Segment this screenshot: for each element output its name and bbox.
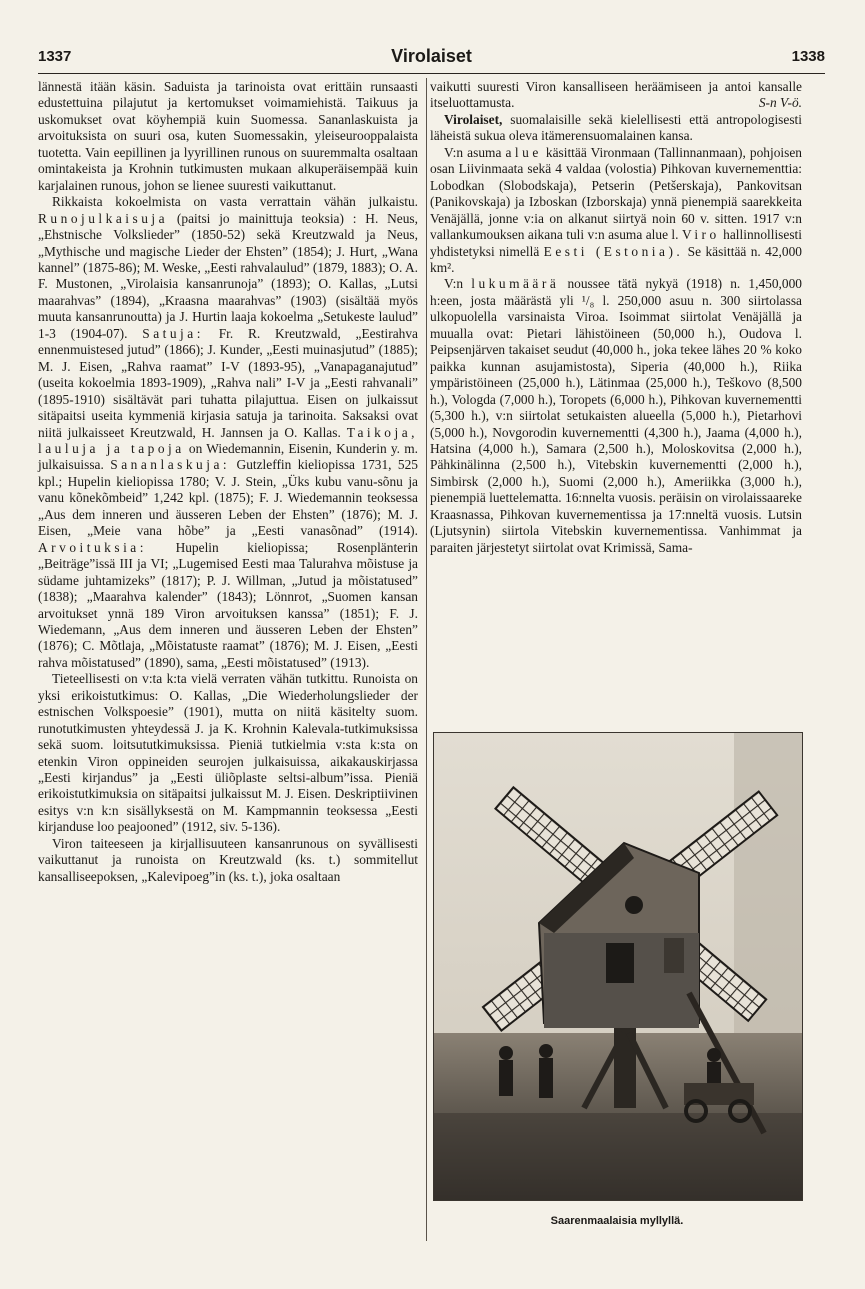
paragraph-folklore-overview: lännestä itään käsin. Saduista ja tarinoista ovat erittäin runsaasti edustettuina pilajutut ja kertomukset voimamiehistä. Taikuus ja uskomukset ovat köyhempiä kuin Suomessa. Sananlaskuista ja arvoituksista on suuri osa, kuten Suomessakin, yleiseurooppalaista tuotetta. Vain eepillinen ja lyyrillinen runous on suuremmalta osaltaan omintakeista ja Krohnin tutkimusten mukaan alkuperäisempää kuin karjalainen runous, johon se lienee suuresti vaikuttanut. (38, 79, 418, 193)
spaced-term-lukumaara: lukumäärä (471, 276, 560, 292)
text-run: vaikutti suuresti Viron kansalliseen heräämiseen ja antoi kansalle itseluottamusta. (430, 79, 802, 111)
right-column (430, 79, 802, 556)
paragraph-population (430, 276, 802, 556)
text-run: on Wiedemannin, Eisenin, Kunderin y. m. julkaisuissa. (38, 440, 418, 473)
spaced-term-arvoituksia: Arvoituksia: (38, 539, 147, 555)
windmill-illustration (434, 733, 802, 1200)
paragraph-continuation (430, 79, 802, 112)
left-column (38, 79, 418, 885)
paragraph-area (430, 145, 802, 277)
text-run: Hupelin kieliopissa; Rosenplänterin „Beiträge”issä III ja VI; „Lugemised Eesti maa Talurahva mõistuse ja südame juhtamizeks” (1817); P. J. Willman, „Jutud ja mõistatused” (1838); „Maarahva kalender” (1843); Lönnrot, „Suomen kansan arvoitukset ynnä 189 Viron arvoituksen kanssa” (1851); F. J. Wiedemann, „Aus dem inneren und äusseren Leben der Ehsten” (1876); C. Mõtlaja, „Mõistatuste raamat” (1876); M. J. Eisen, „Eesti rahva mõistatused” (1890), sama, „Eesti mõistatused” (1913). (38, 539, 418, 670)
spaced-term-eesti: Eesti (Estonia). (543, 243, 684, 259)
column-divider (426, 78, 427, 1241)
page-header (38, 48, 825, 70)
text-run: (paitsi jo mainittuja teoksia) : H. Neus, „Ehstnische Volkslieder” (1850-52) sekä Kreutzwald ja Neus, „Mythische und magische Lieder der Ehsten” (1854); J. Hurt, „Wana kannel” (1875-86); M. Weske, „Eesti rahvalaulud” (1879, 1883); O. A. F. Mustonen, „Virolaisia kansanrunoja” (1893); O. Kallas, „Lutsi maarahvas” (1894), „Kraasna maarahvas” (1903) (sisältää myös muuta kansanrunoutta) ja J. Hurtin laaja kokoelma „Setukeste laulud” 1-3 (1904-07). (38, 210, 418, 341)
entry-virolaiset (430, 112, 802, 145)
text-run: Gutzleffin kieliopissa 1731, 525 kpl.; Hupelin kieliopissa 1780; V. J. Stein, „Üks kubu vanu-sõnu ja vanu kõnekõmbeid” 1,242 kpl. (1875); F. J. Wiedemannin teoksessa „Aus dem inneren und äusseren Leben der Ehsten” (1876); M. J. Eisen, „Meie vana hõbe” ja „Eesti vanasõnad” (1914). (38, 457, 418, 539)
page-number-left: 1337 (38, 48, 72, 65)
spaced-term-viro: Viro (681, 227, 720, 243)
text-run: suomalaisille sekä kielellisesti että antropologisesti läheistä sukua oleva itämerensuomalainen kansa. (430, 111, 802, 144)
figure-caption: Saarenmaalaisia myllyllä. (550, 1215, 684, 1227)
page-title: Virolaiset (391, 46, 472, 66)
windmill-photograph (433, 732, 803, 1201)
text-run: hallinnollisesti yhdistetyksi nimellä (430, 227, 802, 259)
page-number-right: 1338 (791, 48, 825, 65)
spaced-term-runojulkaisuja: Runojulkaisuja (38, 210, 169, 226)
text-run: noussee tätä nykyä (1918) n. 1,450,000 h:een, josta määrästä yli ¹/₈ l. 250,000 asuu n. 300 siirtolassa ulkopuolella varsinaista Viroa. Isoimmat siirtolat Venäjällä ja muualla ovat: Pietari lähistöineen (50,000 h.), Oudova l. Peipsenjärven takaiset seudut (40,000 h., joka tekee lähes 20 % koko paikka kunnan asujamistosta), Siperia (40,000 h.), Riika ympäristöineen (25,000 h.), Lätinmaa (25,000 h.), Teškovo (8,500 h.), Vologda (7,000 h.), Toropets (6,000 h.), Pihkovan kuvernementti (5,300 h.), v:n siirtolat setukaisten alueella (5,000 h.), Pietarhovi (5,000 h.), Novgorodin kuvernementti (4,300 h.), Jaama (4,000 h.), Hatsina (4,000 h.), Samara (2,500 h.), Moloskovitsa (2,000 h.), Pähkinälinna (2,500 h.), Vitebskin kuvernementti (2,000 h.), Simbirsk (2,000 h.), Suomi (2,000 h.), Ameriikka (3,000 h.), pienempiä luettelematta. 16:nnelta vuosis. peräisin on virolaissaareke Kraasnassa, Pihkovan kuvernementissa ja 17:nneltä vuosis. Lutsin (Ljutsynin) siirtola Vitebskin kuvernementissa. Vanhimmat ja paraiten järjestetyt siirtolat ovat Krimissä, Sama- (430, 276, 802, 555)
paragraph-collections (38, 194, 418, 671)
spaced-term-taikoja: Taikoja, lauluja ja tapoja (38, 424, 419, 456)
paragraph-research: Tieteellisesti on v:ta k:ta vielä verraten vähän tutkittu. Runoista on yksi erikoistutkimus: O. Kallas, „Die Wiederholungslieder der estnischen Volkspoesie” (1901), mutta on niitä käsitelty suom. runotutkimusten yhteydessä J. ja K. Krohnin Kalevala-tutkimuksissa sekä suom. loitsututkimuksissa. Pieniä tutkielmia v:sta k:sta on etenkin Viron oppineiden seurojen julkaisuissa, aikakauskirjassa „Eesti kirjandus” ja „Eesti üliõplaste seltsi-album”issa. Pieniä erikoistutkimuksia on sitäpaitsi julkaissut M. J. Eisen. Deskriptiivinen esitys v:n k:n sisällyksestä on M. Kampmannin teoksessa „Eesti kirjanduse loo peajooned” (1912, siv. 5-136). (38, 671, 418, 835)
author-signature: S-n V-ö. (758, 95, 802, 111)
entry-headword: Virolaiset, (444, 111, 503, 127)
header-rule (38, 73, 825, 74)
text-run: käsittää Vironmaan (Tallinnanmaan), pohjoisen osan Liivinmaata sekä 4 valdaa (volostia) Pihkovan kuvernementtia: Lobodkan (Slobodskaja), Petserin (Petšerskaja), Pankovitsan (Panikovskaja) ja Izboskan (Izborskaja) ynnä pienempiä saarekkeita Venäjällä, jonne v:ia on alkanut siirtyä noin 60 v. sitten. 1917 v:n vallankumouksen aikana tuli v:n asuma alue l. (430, 144, 802, 243)
spaced-term-satuja: Satuja: (142, 325, 204, 341)
paragraph-influence: Viron taiteeseen ja kirjallisuuteen kansanrunous on syvällisesti vaikuttanut ja runoista on Kreutzwald (ks. t.) sommitellut kansalliseepoksen, „Kalevipoeg”in (ks. t.), joka osaltaan (38, 835, 418, 884)
text-run: Fr. R. Kreutzwald, „Eestirahva ennenmuistesed jutud” (1866); J. Kunder, „Eesti muinasjutud” (1885); M. J. Eisen, „Rahva raamat” I-V (1893-95), „Vanapaganajutud” (useita kokoelmia 1893-1909), „Rahva nali” I-V ja „Eesti rahvanali” (1895-1910) sisältävät pari tuhatta pilajuttua. Eisen on julkaissut sitäpaitsi useita kymmeniä kirjasia satuja ja tarinoita. Saksaksi ovat niitä julkaisseet Kreutzwald, H. Jannsen ja O. Kallas. (38, 325, 418, 440)
text-run: Se käsittää n. 42,000 km². (430, 243, 802, 275)
text-run: Rikkaista kokoelmista on vasta verrattain vähän julkaistu. (52, 194, 418, 210)
spaced-term-sananlaskuja: Sananlaskuja: (110, 457, 231, 473)
text-run: V:n asuma (444, 144, 502, 160)
text-run: V:n (444, 276, 464, 292)
spaced-term-alue: alue (505, 144, 542, 160)
